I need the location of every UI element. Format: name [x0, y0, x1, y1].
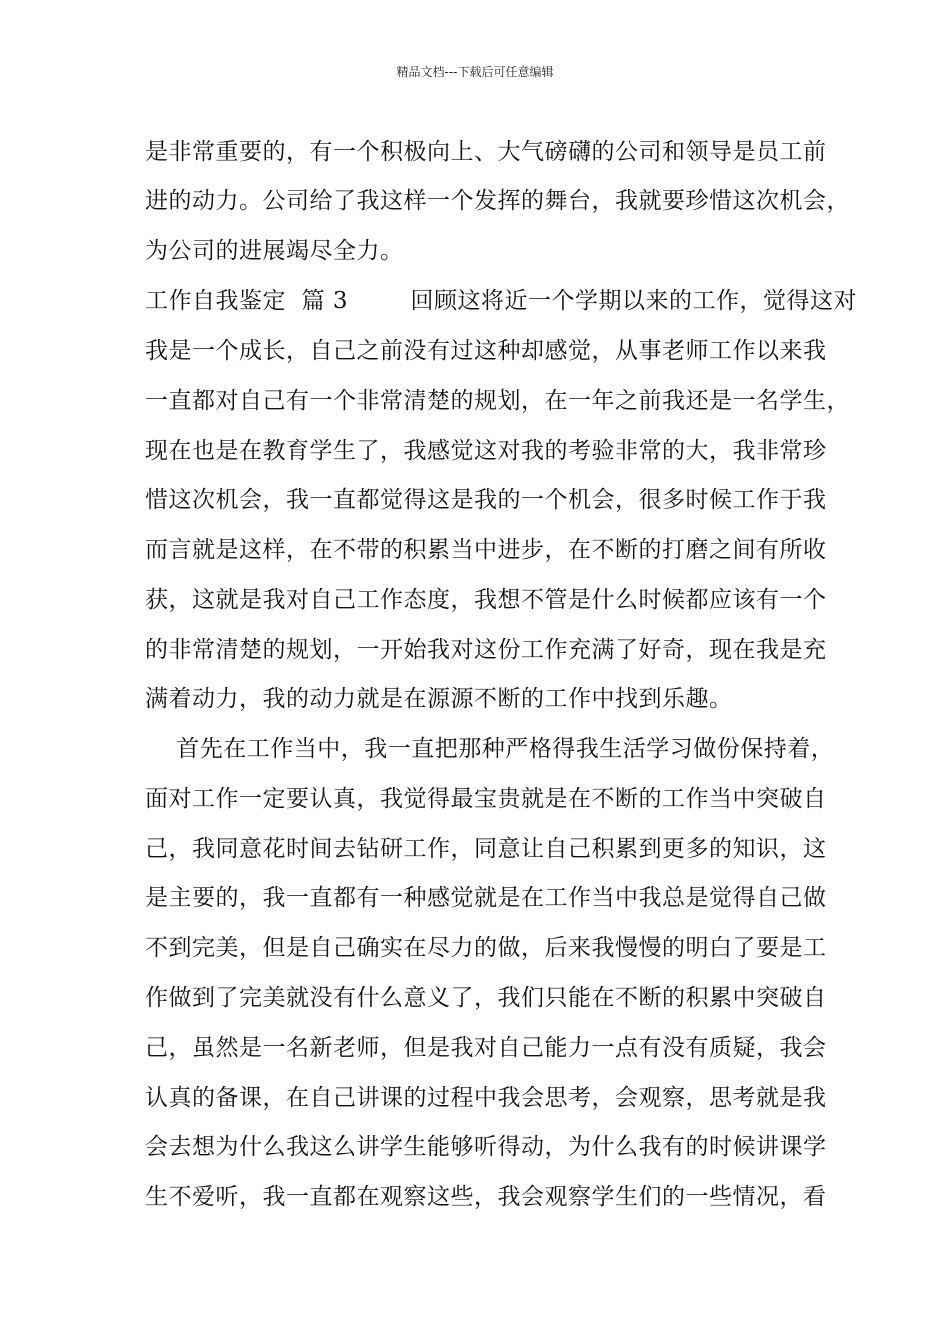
text-line: 惜这次机会，我一直都觉得这是我的一个机会，很多时候工作于我: [145, 487, 827, 513]
section-heading-line: 工作自我鉴定 篇 3 回顾这将近一个学期以来的工作，觉得这对: [145, 288, 858, 314]
text-line: 我是一个成长，自己之前没有过这种却感觉，从事老师工作以来我: [145, 338, 827, 364]
text-line: 满着动力，我的动力就是在源源不断的工作中找到乐趣。: [145, 686, 733, 712]
text-line: 现在也是在教育学生了，我感觉这对我的考验非常的大，我非常珍: [145, 438, 827, 464]
text-line: 的非常清楚的规划，一开始我对这份工作充满了好奇，现在我是充: [145, 637, 827, 663]
text-line: 作做到了完美就没有什么意义了，我们只能在不断的积累中突破自: [145, 985, 827, 1011]
page-header: 精品文档---下载后可任意编辑: [396, 65, 554, 79]
text-line: 不到完美，但是自己确实在尽力的做，后来我慢慢的明白了要是工: [145, 935, 827, 961]
text-line: 面对工作一定要认真，我觉得最宝贵就是在不断的工作当中突破自: [145, 786, 827, 812]
text-line: 一直都对自己有一个非常清楚的规划，在一年之前我还是一名学生，: [145, 388, 850, 414]
text-line: 为公司的进展竭尽全力。: [145, 238, 404, 264]
text-line: 生不爱听，我一直都在观察这些，我会观察学生们的一些情况，看: [145, 1184, 827, 1210]
text-line: 是非常重要的，有一个积极向上、大气磅礴的公司和领导是员工前: [145, 139, 827, 165]
text-line: 己，我同意花时间去钻研工作，同意让自己积累到更多的知识，这: [145, 836, 827, 862]
text-line: 获，这就是我对自己工作态度，我想不管是什么时候都应该有一个: [145, 587, 827, 613]
text-line: 而言就是这样，在不带的积累当中进步，在不断的打磨之间有所收: [145, 537, 827, 563]
text-line: 进的动力。公司给了我这样一个发挥的舞台，我就要珍惜这次机会，: [145, 188, 850, 214]
text-line: 是主要的，我一直都有一种感觉就是在工作当中我总是觉得自己做: [145, 885, 827, 911]
text-line: 己，虽然是一名新老师，但是我对自己能力一点有没有质疑，我会: [145, 1035, 827, 1061]
text-line: 认真的备课，在自己讲课的过程中我会思考，会观察，思考就是我: [145, 1085, 827, 1111]
text-line: 会去想为什么我这么讲学生能够听得动，为什么我有的时候讲课学: [145, 1134, 827, 1160]
paragraph-first-line: 首先在工作当中，我一直把那种严格得我生活学习做份保持着，: [145, 736, 835, 762]
